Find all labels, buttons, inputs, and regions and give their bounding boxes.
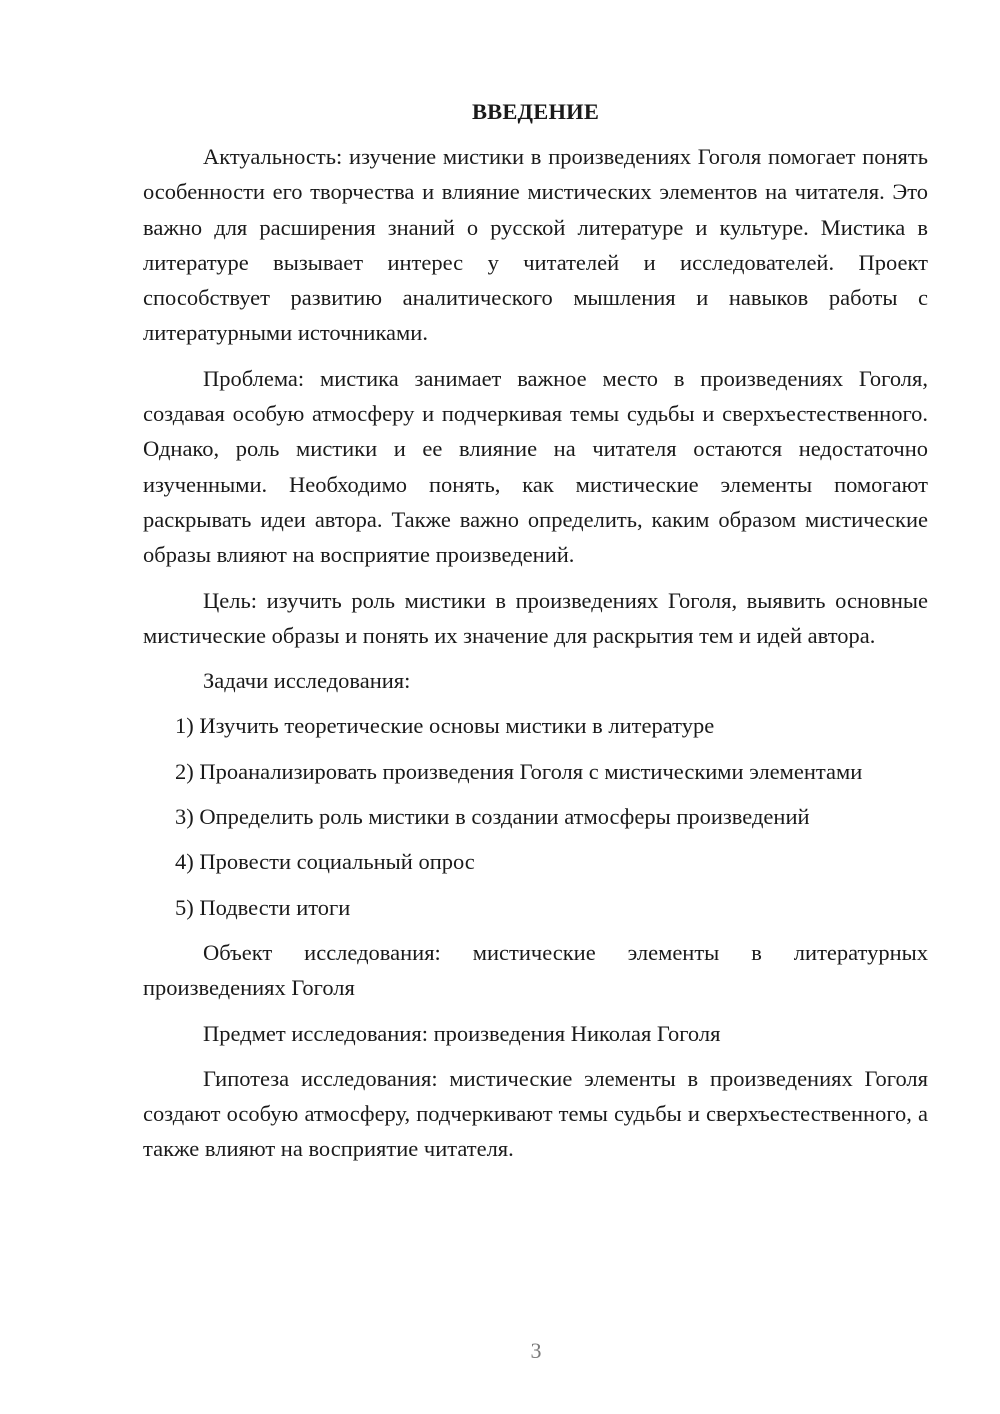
tasks-heading: Задачи исследования: (203, 668, 411, 694)
task-item-1: 1) Изучить теоретические основы мистики в литературе (175, 713, 715, 739)
paragraph-subject: Предмет исследования: произведения Николая Гоголя (203, 1020, 721, 1046)
paragraph-goal: Цель: изучить роль мистики в произведениях Гоголя, выявить основные мистические образы и понять их значение для раскрытия тем и идей автора. (143, 587, 928, 648)
paragraph-relevance: Актуальность: изучение мистики в произведениях Гоголя помогает понять особенности его творчества и влияние мистических элементов на читателя. Это важно для расширения знаний о русской литературе и культуре. Мистика в литературе вызывает интерес у читателей и исследователей. Проект способствует развитию аналитического мышления и навыков работы с литературными источниками. (143, 144, 928, 346)
page-content (143, 94, 928, 1177)
task-item-3: 3) Определить роль мистики в создании атмосферы произведений (175, 804, 810, 830)
task-item-2: 2) Проанализировать произведения Гоголя с мистическими элементами (175, 758, 863, 784)
page-number: 3 (530, 1338, 542, 1363)
page-title: ВВЕДЕНИЕ (471, 99, 600, 124)
paragraph-object: Объект исследования: мистические элементы в литературных произведениях Гоголя (143, 939, 928, 1001)
paragraph-problem: Проблема: мистика занимает важное место в произведениях Гоголя, создавая особую атмосферу и подчеркивая темы судьбы и сверхъестественного. Однако, роль мистики и ее влияние на читателя остаются недостаточно изученными. Необходимо понять, как мистические элементы помогают раскрывать идеи автора. Также важно определить, каким образом мистические образы влияют на восприятие произведений. (143, 365, 928, 568)
task-item-5: 5) Подвести итоги (175, 894, 351, 920)
task-item-4: 4) Провести социальный опрос (175, 849, 475, 875)
paragraph-hypothesis: Гипотеза исследования: мистические элементы в произведениях Гоголя создают особую атмосферу, подчеркивают темы судьбы и сверхъестественного, а также влияют на восприятие читателя. (143, 1065, 928, 1162)
